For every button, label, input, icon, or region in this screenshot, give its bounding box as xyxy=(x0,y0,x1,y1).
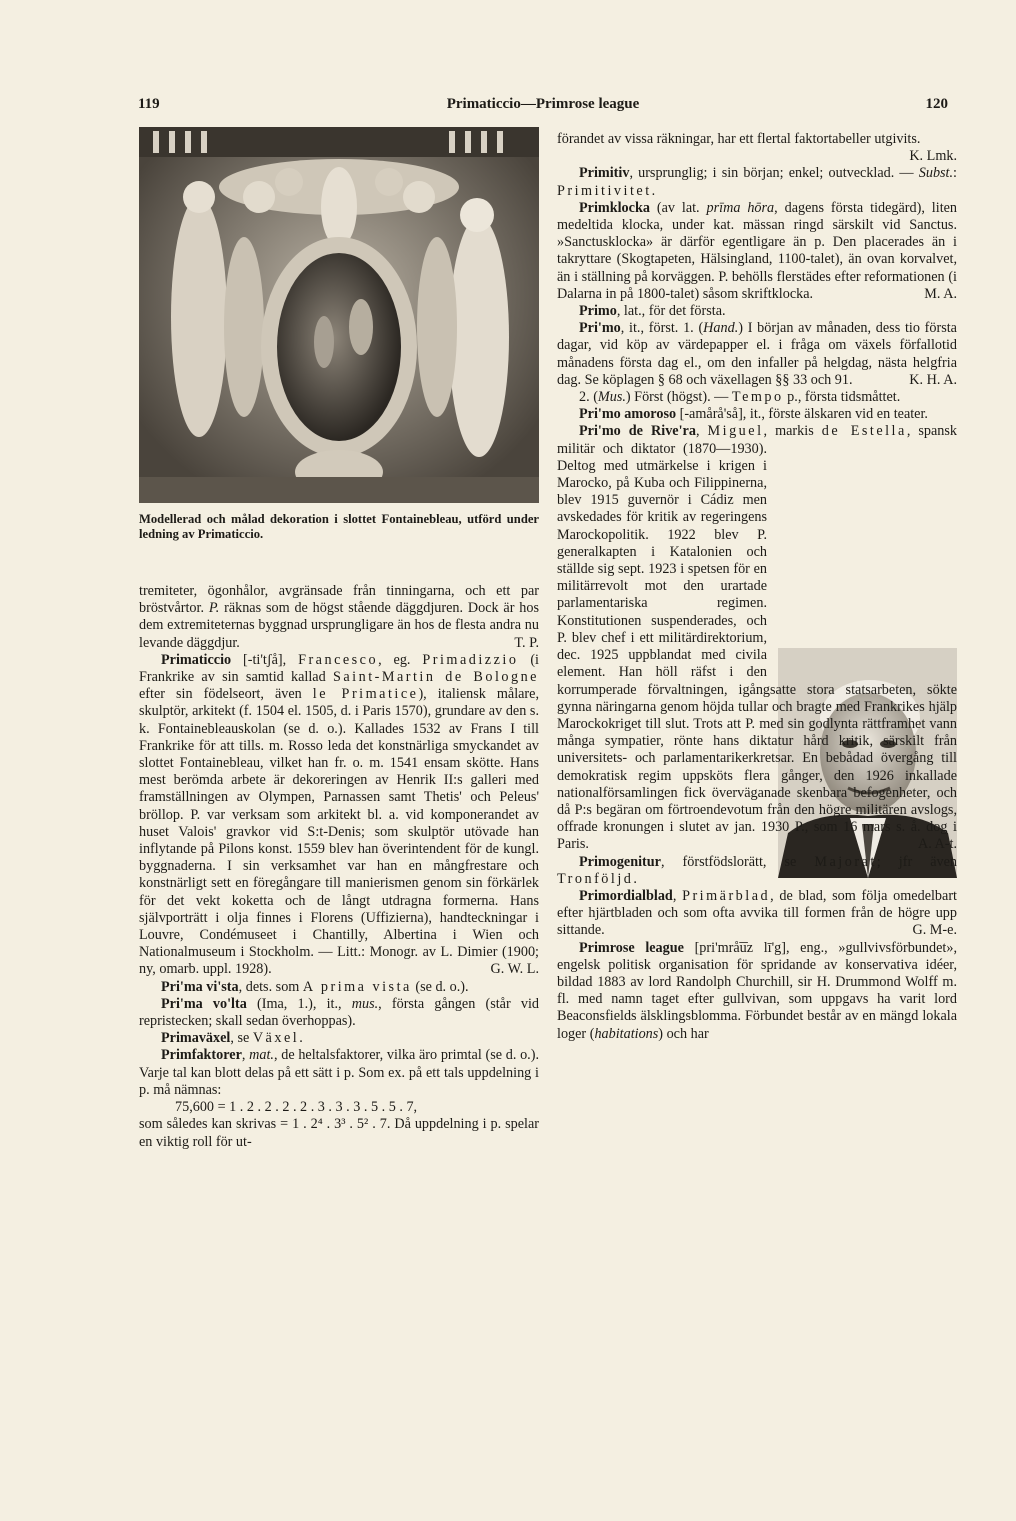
entry-primavaxel: Primaväxel, se Växel. xyxy=(161,1030,303,1047)
entry-primordialblad: Primordialblad, Primärblad, de blad, som följa omedelbart efter hjärtbladen och som ofta avvika till formen från de högre upp sittande. G. M-e. xyxy=(557,887,957,939)
entry-primo-amoroso: Pri'mo amoroso [-amårå'så], it., förste älskaren vid en teater. xyxy=(579,406,928,423)
entry-primfaktorer-cont: som således kan skrivas = 1 . 2⁴ . 3³ . 5² . 7. Då uppdelning i p. spelar en viktig roll för ut- xyxy=(139,1116,539,1150)
entry-prima-volta: Pri'ma vo'lta (Ima, 1.), it., mus., första gången (står vid repristecken; skall sedan överhoppas). xyxy=(139,995,539,1030)
entry-primaticcio: Primaticcio [-ti'tʃå], Francesco, eg. Primadizzio (i Frankrike av sin samtid kallad Saint-Martin de Bologne efter sin födelseort, även le Primatice), italiensk målare, skulptör, arkitekt (f. 1504 el. 1505, d. i Paris 1570), grundare av den s. k. Fontainebleauskolan (se d. o.). Kallades 1532 av Frans I till Frankrike för att tills. m. Rosso leda det konstnärliga smyckandet av slottet Fontainebleau, vilket han fr. o. m. 1541 ensam skötte. Hans mest berömda arbete är dekoreringen av Henrik II:s galleri med framställningen av Olympen, Parnassen samt Thetis' och Peleus' bröllop. P. var verksam som arkitekt bl. a. vid komponerandet av huset Valois' gravkor vid S:t-Denis; som skulptör utövade han inflytande på Pilons konst. 1559 blev han överintendent för de kungl. byggnaderna. I sin verksamhet var han en mångfrestare och konstnärligt sett en föregångare till manierismen genom sin förkärlek för det vekt koketta och de långt utdragna formerna. Hans självporträtt i olja finnes i Florens (Uffizierna), handteckningar i Louvre, Condémuseet i Chantilly, Albertina i Wien och Nationalmuseum i Stockholm. — Litt.: Monogr. av L. Dimier (1900; ny, omarb. uppl. 1928). G. W. L. xyxy=(139,651,540,978)
fontainebleau-decoration-image xyxy=(139,127,539,503)
entry-primogenitur: Primogenitur, förstfödslorätt, se Majorat; jfr även Tronföljd. xyxy=(557,853,957,887)
entry-primrose-league: Primrose league [pri'mrå͞uz lī'g], eng., »gullvivsförbundet», engelsk politisk organisation för spridande av konservativa idéer, bildad 1883 av lord Randolph Churchill, sir H. Drummond Wolff m. fl. med namn taget efter gullvivan, som uppgavs ha varit lord Beaconsfields älsklingsblomma. Förbundet består av en mängd lokala loger (habitations) och har xyxy=(557,939,957,1042)
entry-primklocka: Primklocka (av lat. prīma hōra, dagens första tidegärd), liten medeltida klocka, under kat. mässan ringd särskilt vid Sanctus. »Sanctusklocka» är därför egentligare än p. Den placerades än i takryttare (Skogtapeten, Hälsingland, 1100-talet), än ovan korvalvet, än i ställning på korväggen. P. behölls flerstädes efter reformationen (i Dalarna in på 1800-talet) såsom skriftklocka. M. A. xyxy=(557,199,958,302)
page-number-right: 120 xyxy=(925,96,948,112)
entry-continuation-right: förandet av vissa räkningar, har ett flertal faktortabeller utgivits. K. Lmk. xyxy=(557,131,957,165)
right-text-column xyxy=(557,131,957,1043)
entry-primitiv: Primitiv, ursprunglig; i sin början; enkel; outvecklad. — Subst.: Primitivitet. xyxy=(557,165,957,199)
figure-caption-left: Modellerad och målad dekoration i slottet Fontainebleau, utförd under ledning av Primaticcio. xyxy=(139,512,539,541)
page-number-left: 119 xyxy=(138,96,160,112)
factorization-formula: 75,600 = 1 . 2 . 2 . 2 . 2 . 3 . 3 . 3 . 5 . 5 . 7, xyxy=(175,1099,418,1116)
page-header xyxy=(138,96,948,120)
running-title: Primaticcio—Primrose league xyxy=(446,96,640,112)
entry-primo-de-rivera: Pri'mo de Rive'ra, Miguel, markis de Estella , spansk militär och diktator (1870—1930). Deltog med utmärkelse i krigen i Marocko, på Kuba och Filippinerna, blev 1915 guvernör i Cádiz men avskedades för kritik av regeringens Marockopolitik. 1922 blev P. generalkapten i Katalonien och ställde sig sept. 1923 i spetsen för en militärrevolt mot den urartade parlamentariska regimen. Konstitutionen suspenderades, och P. blev chef i ett militärdirektorium, dec. 1925 uppblandat med civila element. Han höll räfst i den korrumperade förvaltningen, igångsatte stora statsarbeten, sökte gynna näringarna genom höjda tullar och bragte med Frankrikes hjälp Marockokriget till slut. Trots att P. med sin godlynta rättframhet vann många sympatier, rönte hans diktatur hård kritik, särskilt från universitets- och parlamentarikerkretsar. En bebådad övergång till demokratisk regim uppsköts flera gånger, den 1926 inkallade nationalförsamlingen fick överväganade skenbara befogenheter, och då P:s begäran om förtroendevotum från den högre militären avslogs, offrade kronungen i slutet av jan. 1930 P., som 16 mars s. å. dog i Paris. A. A-t. xyxy=(557,423,958,853)
portrait-wrap-space xyxy=(773,437,957,669)
entry-continuation: tremiteter, ögonhålor, avgränsade från tinningarna, och ett par bröstvårtor. P. räknas som de högst stående däggdjuren. Dock är hos dem extremiteternas byggnad ursprungligare än hos de flesta andra nu levande däggdjur. T. P. xyxy=(139,583,540,651)
left-text-column xyxy=(139,583,539,1151)
entry-primo: Primo, lat., för det första. xyxy=(579,303,726,320)
decoration-illustration xyxy=(139,127,539,503)
entry-primo-mus: 2. (Mus.) Först (högst). — Tempo p., första tidsmåttet. xyxy=(579,389,901,406)
entry-primfaktorer: Primfaktorer, mat., de heltalsfaktorer, vilka äro primtal (se d. o.). Varje tal kan blott delas på ett sätt i p. Som ex. på ett tals uppdelning i p. må nämnas: xyxy=(139,1047,539,1098)
entry-prima-vista: Pri'ma vi'sta, dets. som A prima vista (se d. o.). xyxy=(161,978,469,995)
entry-primo-it: Pri'mo, it., först. 1. (Hand.) I början av månaden, dess tio första dagar, vid köp av värdepapper el. i fråga om växels förfallotid månadens första dag el., om den infaller på helgdag, nästa helgfria dag. Se köplagen § 68 och växellagen §§ 33 och 91. K. H. A. xyxy=(557,320,957,388)
